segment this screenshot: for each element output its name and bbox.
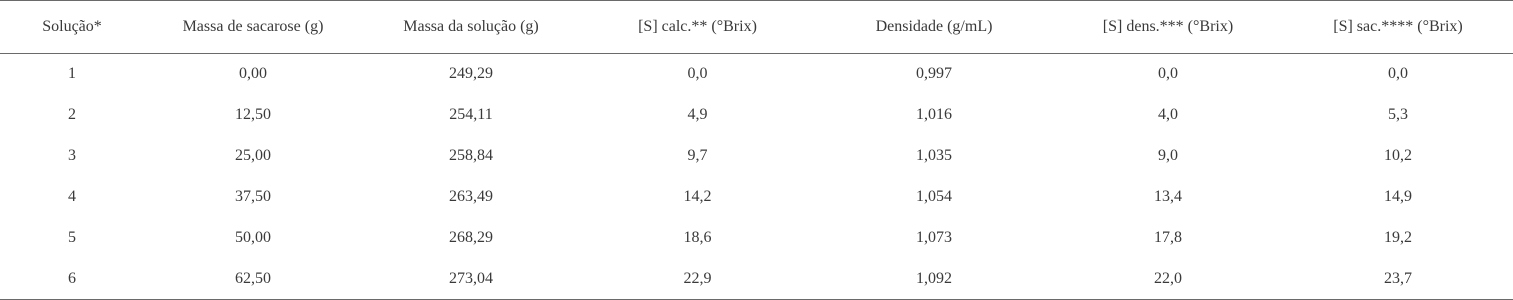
table-body — [0, 54, 1513, 300]
cell-saccharimeter-concentration: 5,3 — [1388, 106, 1408, 123]
cell-density: 1,035 — [916, 147, 952, 164]
cell-calc-concentration: 0,0 — [687, 65, 708, 83]
cell-sucrose-mass: 62,50 — [144, 259, 362, 300]
table-row — [0, 136, 1513, 177]
table-row — [0, 259, 1513, 300]
cell-sucrose-mass: 37,50 — [235, 188, 271, 205]
cell-solution-mass: 254,11 — [449, 106, 493, 123]
cell-solution-mass: 249,29 — [449, 65, 493, 83]
cell-density: 1,073 — [916, 229, 952, 246]
header-solution: Solução* — [0, 1, 144, 54]
cell-density: 1,054 — [916, 188, 952, 205]
table-row — [0, 218, 1513, 259]
cell-solution: 1 — [68, 65, 76, 83]
table-header — [0, 1, 1513, 54]
cell-saccharimeter-concentration: 0,0 — [1388, 65, 1408, 83]
cell-sucrose-mass: 0,00 — [239, 65, 267, 83]
header-saccharimeter-concentration: [S] sac.**** (°Brix) — [1283, 1, 1513, 54]
table-row — [0, 54, 1513, 95]
cell-calc-concentration: 4,9 — [687, 106, 708, 123]
header-solution-mass: Massa da solução (g) — [362, 1, 580, 54]
header-density-concentration: [S] dens.*** (°Brix) — [1053, 1, 1283, 54]
cell-solution-mass: 258,84 — [449, 147, 493, 164]
cell-calc-concentration: 14,2 — [683, 188, 712, 205]
cell-saccharimeter-concentration: 19,2 — [1384, 229, 1412, 246]
cell-solution: 6 — [0, 259, 144, 300]
cell-saccharimeter-concentration: 23,7 — [1283, 259, 1513, 300]
cell-calc-concentration: 9,7 — [687, 147, 708, 164]
cell-solution-mass: 273,04 — [362, 259, 580, 300]
cell-solution-mass: 268,29 — [449, 229, 493, 246]
cell-saccharimeter-concentration: 10,2 — [1384, 147, 1412, 164]
cell-solution: 2 — [68, 106, 76, 123]
header-row — [0, 1, 1513, 54]
cell-calc-concentration: 22,9 — [580, 259, 815, 300]
cell-calc-concentration: 18,6 — [683, 229, 712, 246]
cell-density-concentration: 9,0 — [1158, 147, 1178, 164]
header-density: Densidade (g/mL) — [815, 1, 1053, 54]
cell-density-concentration: 4,0 — [1158, 106, 1178, 123]
cell-sucrose-mass: 12,50 — [235, 106, 271, 123]
cell-density-concentration: 17,8 — [1154, 229, 1182, 246]
table-row — [0, 95, 1513, 136]
cell-solution: 3 — [68, 147, 76, 164]
cell-solution: 5 — [68, 229, 76, 246]
cell-density: 1,016 — [916, 106, 952, 123]
cell-density-concentration: 0,0 — [1158, 65, 1178, 83]
cell-solution: 4 — [68, 188, 76, 205]
cell-saccharimeter-concentration: 14,9 — [1384, 188, 1412, 205]
cell-sucrose-mass: 50,00 — [235, 229, 271, 246]
cell-sucrose-mass: 25,00 — [235, 147, 271, 164]
cell-density-concentration: 13,4 — [1154, 188, 1182, 205]
header-calc-concentration: [S] calc.** (°Brix) — [580, 1, 815, 54]
cell-solution-mass: 263,49 — [449, 188, 493, 205]
cell-density: 0,997 — [916, 65, 952, 83]
table-row — [0, 177, 1513, 218]
header-sucrose-mass: Massa de sacarose (g) — [144, 1, 362, 54]
cell-density: 1,092 — [815, 259, 1053, 300]
cell-density-concentration: 22,0 — [1053, 259, 1283, 300]
